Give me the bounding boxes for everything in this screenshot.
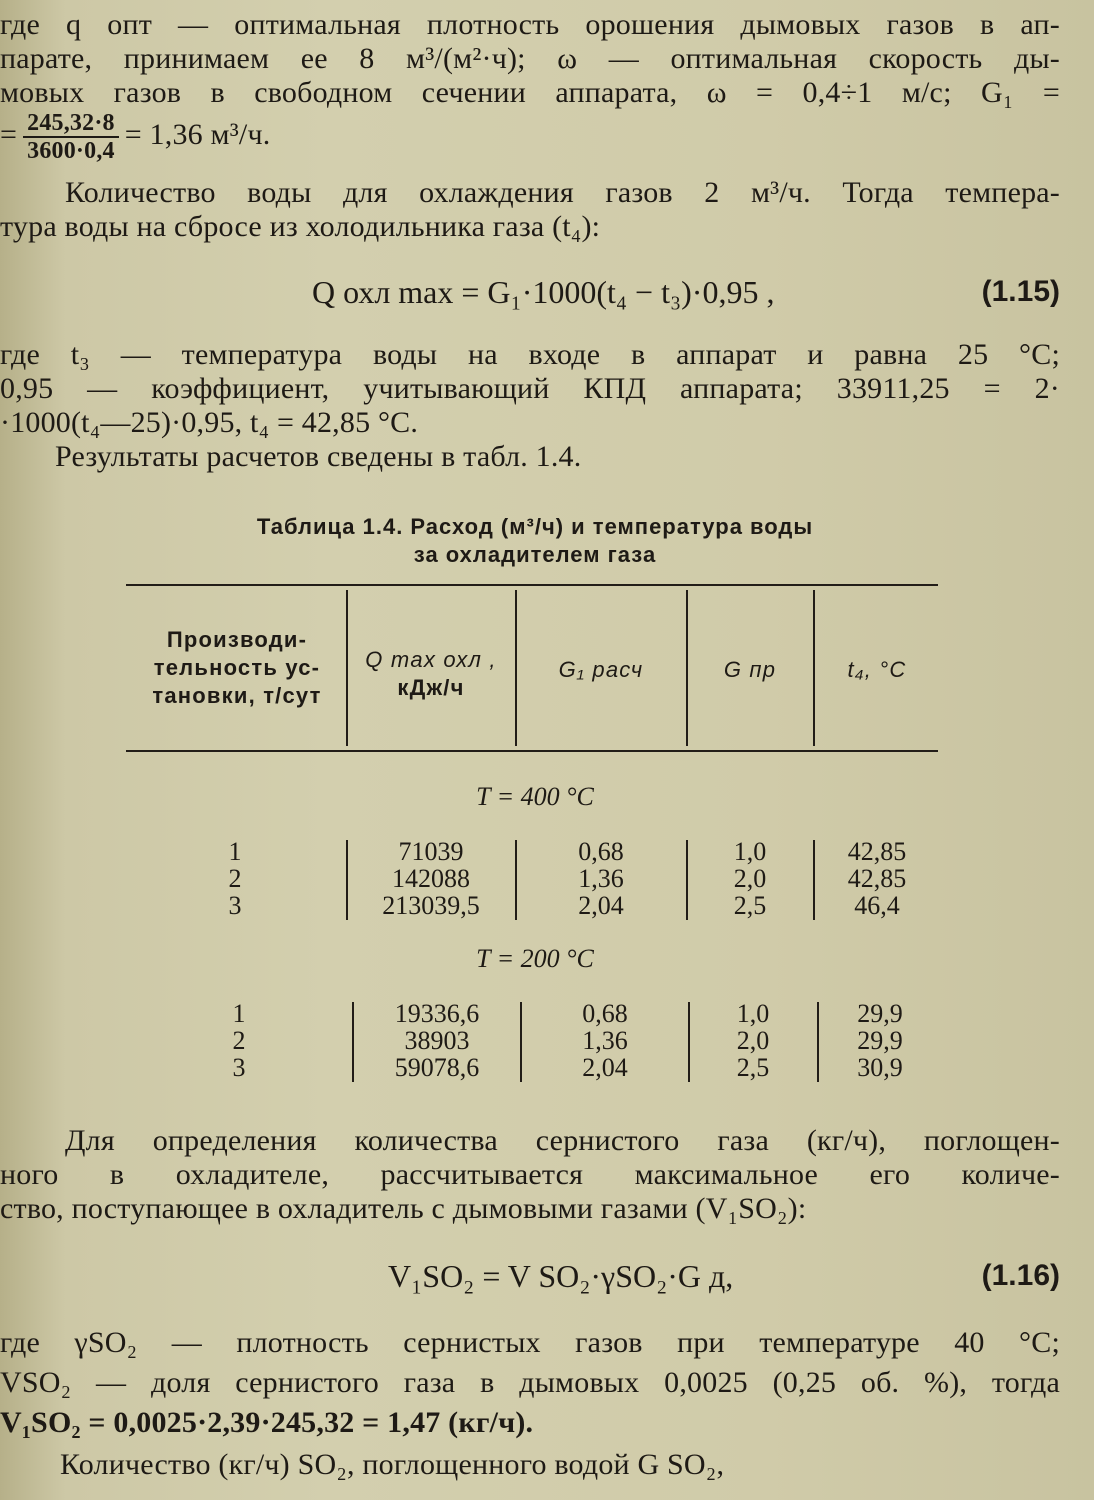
table-cell: 2,04 (582, 1053, 628, 1082)
table-cell: 1,0 (736, 999, 770, 1028)
formula-1-16-number: (1.16) (981, 1259, 1060, 1292)
table-cell: 1 (228, 837, 242, 866)
para4-line3: ство, поступающее в охладитель с дымовыми газами (V₁SO₂): (0, 1192, 807, 1225)
table-cell: 19336,6 (394, 999, 480, 1028)
table-cell: 30,9 (857, 1053, 903, 1082)
table-cell: 2,0 (733, 864, 767, 893)
para1-line3: мовых газов в свободном сечении аппарата, ω = 0,4÷1 м/с; G₁ = (0, 76, 1060, 109)
header-q-max (348, 646, 514, 702)
table-cell: 2 (232, 1026, 246, 1055)
para5-line2: VSO₂ — доля сернистого газа в дымовых 0,0025 (0,25 об. %), тогда (0, 1366, 1060, 1399)
para4-line2: ного в охладителе, рассчитывается максимальное его количе- (0, 1158, 1060, 1191)
header-t4: t₄, °С (847, 657, 907, 682)
table-cell: 2 (228, 864, 242, 893)
para5-line3: V₁SO₂ = 0,0025·2,39·245,32 = 1,47 (кг/ч). (0, 1406, 534, 1439)
header-q-max-line1: Q max охл , (365, 647, 497, 672)
table-cell: 0,68 (582, 999, 628, 1028)
table-cell: 2,04 (578, 891, 624, 920)
table-cell: 1,36 (582, 1026, 628, 1055)
table-cell: 2,0 (736, 1026, 770, 1055)
header-productivity-line1: Производи- (166, 627, 308, 652)
section-label-400 (130, 782, 940, 812)
section-label-200 (130, 944, 940, 974)
table-cell: 71039 (398, 837, 464, 866)
table-header-rule (126, 750, 938, 752)
g1-fraction (23, 110, 119, 164)
table-cell: 142088 (392, 864, 470, 893)
para1-eq-sign: = (0, 117, 18, 151)
table-cell: 0,68 (578, 837, 624, 866)
table-cell: 38903 (404, 1026, 470, 1055)
table-cell: 1,0 (733, 837, 767, 866)
table-title-line2: за охладителем газа (413, 542, 657, 567)
header-productivity (130, 626, 344, 710)
table-cell: 3 (228, 891, 242, 920)
para5-line4: Количество (кг/ч) SO₂, поглощенного водой G SO₂, (60, 1448, 725, 1481)
formula-1-15-number: (1.15) (981, 275, 1060, 308)
table-cell: 3 (232, 1053, 246, 1082)
table-cell: 29,9 (857, 999, 903, 1028)
section-label-200-text: T = 200 °С (476, 944, 594, 973)
table-cell: 42,85 (847, 837, 907, 866)
para2-line1: Количество воды для охлаждения газов 2 м³/ч. Тогда темпера- (65, 176, 1060, 209)
para3-line1: где t₃ — температура воды на входе в аппарат и равна 25 °С; (0, 338, 1060, 371)
table-cell: 213039,5 (382, 891, 480, 920)
para2-line2: тура воды на сбросе из холодильника газа (t₄): (0, 210, 601, 243)
para5-line1: где γSO₂ — плотность сернистых газов при температуре 40 °С; (0, 1326, 1060, 1359)
table-cell: 1 (232, 999, 246, 1028)
header-g-pr: G пр (723, 657, 777, 682)
para3-line4: Результаты расчетов сведены в табл. 1.4. (55, 440, 582, 473)
table-cell: 1,36 (578, 864, 624, 893)
header-q-max-line2: кДж/ч (397, 675, 465, 700)
table-cell: 2,5 (733, 891, 767, 920)
table-cell: 46,4 (854, 891, 900, 920)
formula-1-16-expression: V₁SO₂ = V SO₂·γSO₂·G д, (388, 1258, 734, 1294)
section-label-400-text: T = 400 °С (476, 782, 594, 811)
table-top-rule (126, 584, 938, 586)
para1-line4 (0, 110, 1060, 170)
para1-line1: где q опт — оптимальная плотность орошения дымовых газов в ап- (0, 8, 1060, 41)
table-cell: 42,85 (847, 864, 907, 893)
para3-line3: ·1000(t₄—25)·0,95, t₄ = 42,85 °С. (0, 406, 419, 439)
g1-denominator: 3600·0,4 (27, 138, 115, 164)
table-title-line1: Таблица 1.4. Расход (м³/ч) и температура воды (256, 514, 814, 539)
formula-1-15-expression: Q охл max = G₁·1000(t₄ − t₃)·0,95 , (312, 274, 775, 310)
para4-line1: Для определения количества сернистого газа (кг/ч), поглощен- (65, 1124, 1060, 1157)
table-cell: 59078,6 (394, 1053, 480, 1082)
para1-line2: парате, принимаем ее 8 м³/(м²·ч); ω — оптимальная скорость ды- (0, 42, 1060, 75)
header-productivity-line2: тельность ус- (153, 655, 321, 680)
g1-numerator: 245,32·8 (23, 110, 119, 138)
header-g1-calc: G₁ расч (558, 657, 644, 682)
table-cell: 29,9 (857, 1026, 903, 1055)
table-cell: 2,5 (736, 1053, 770, 1082)
header-productivity-line3: тановки, т/сут (152, 683, 322, 708)
para3-line2: 0,95 — коэффициент, учитывающий КПД аппарата; 33911,25 = 2· (0, 372, 1060, 405)
g1-result: = 1,36 м³/ч. (124, 117, 271, 151)
